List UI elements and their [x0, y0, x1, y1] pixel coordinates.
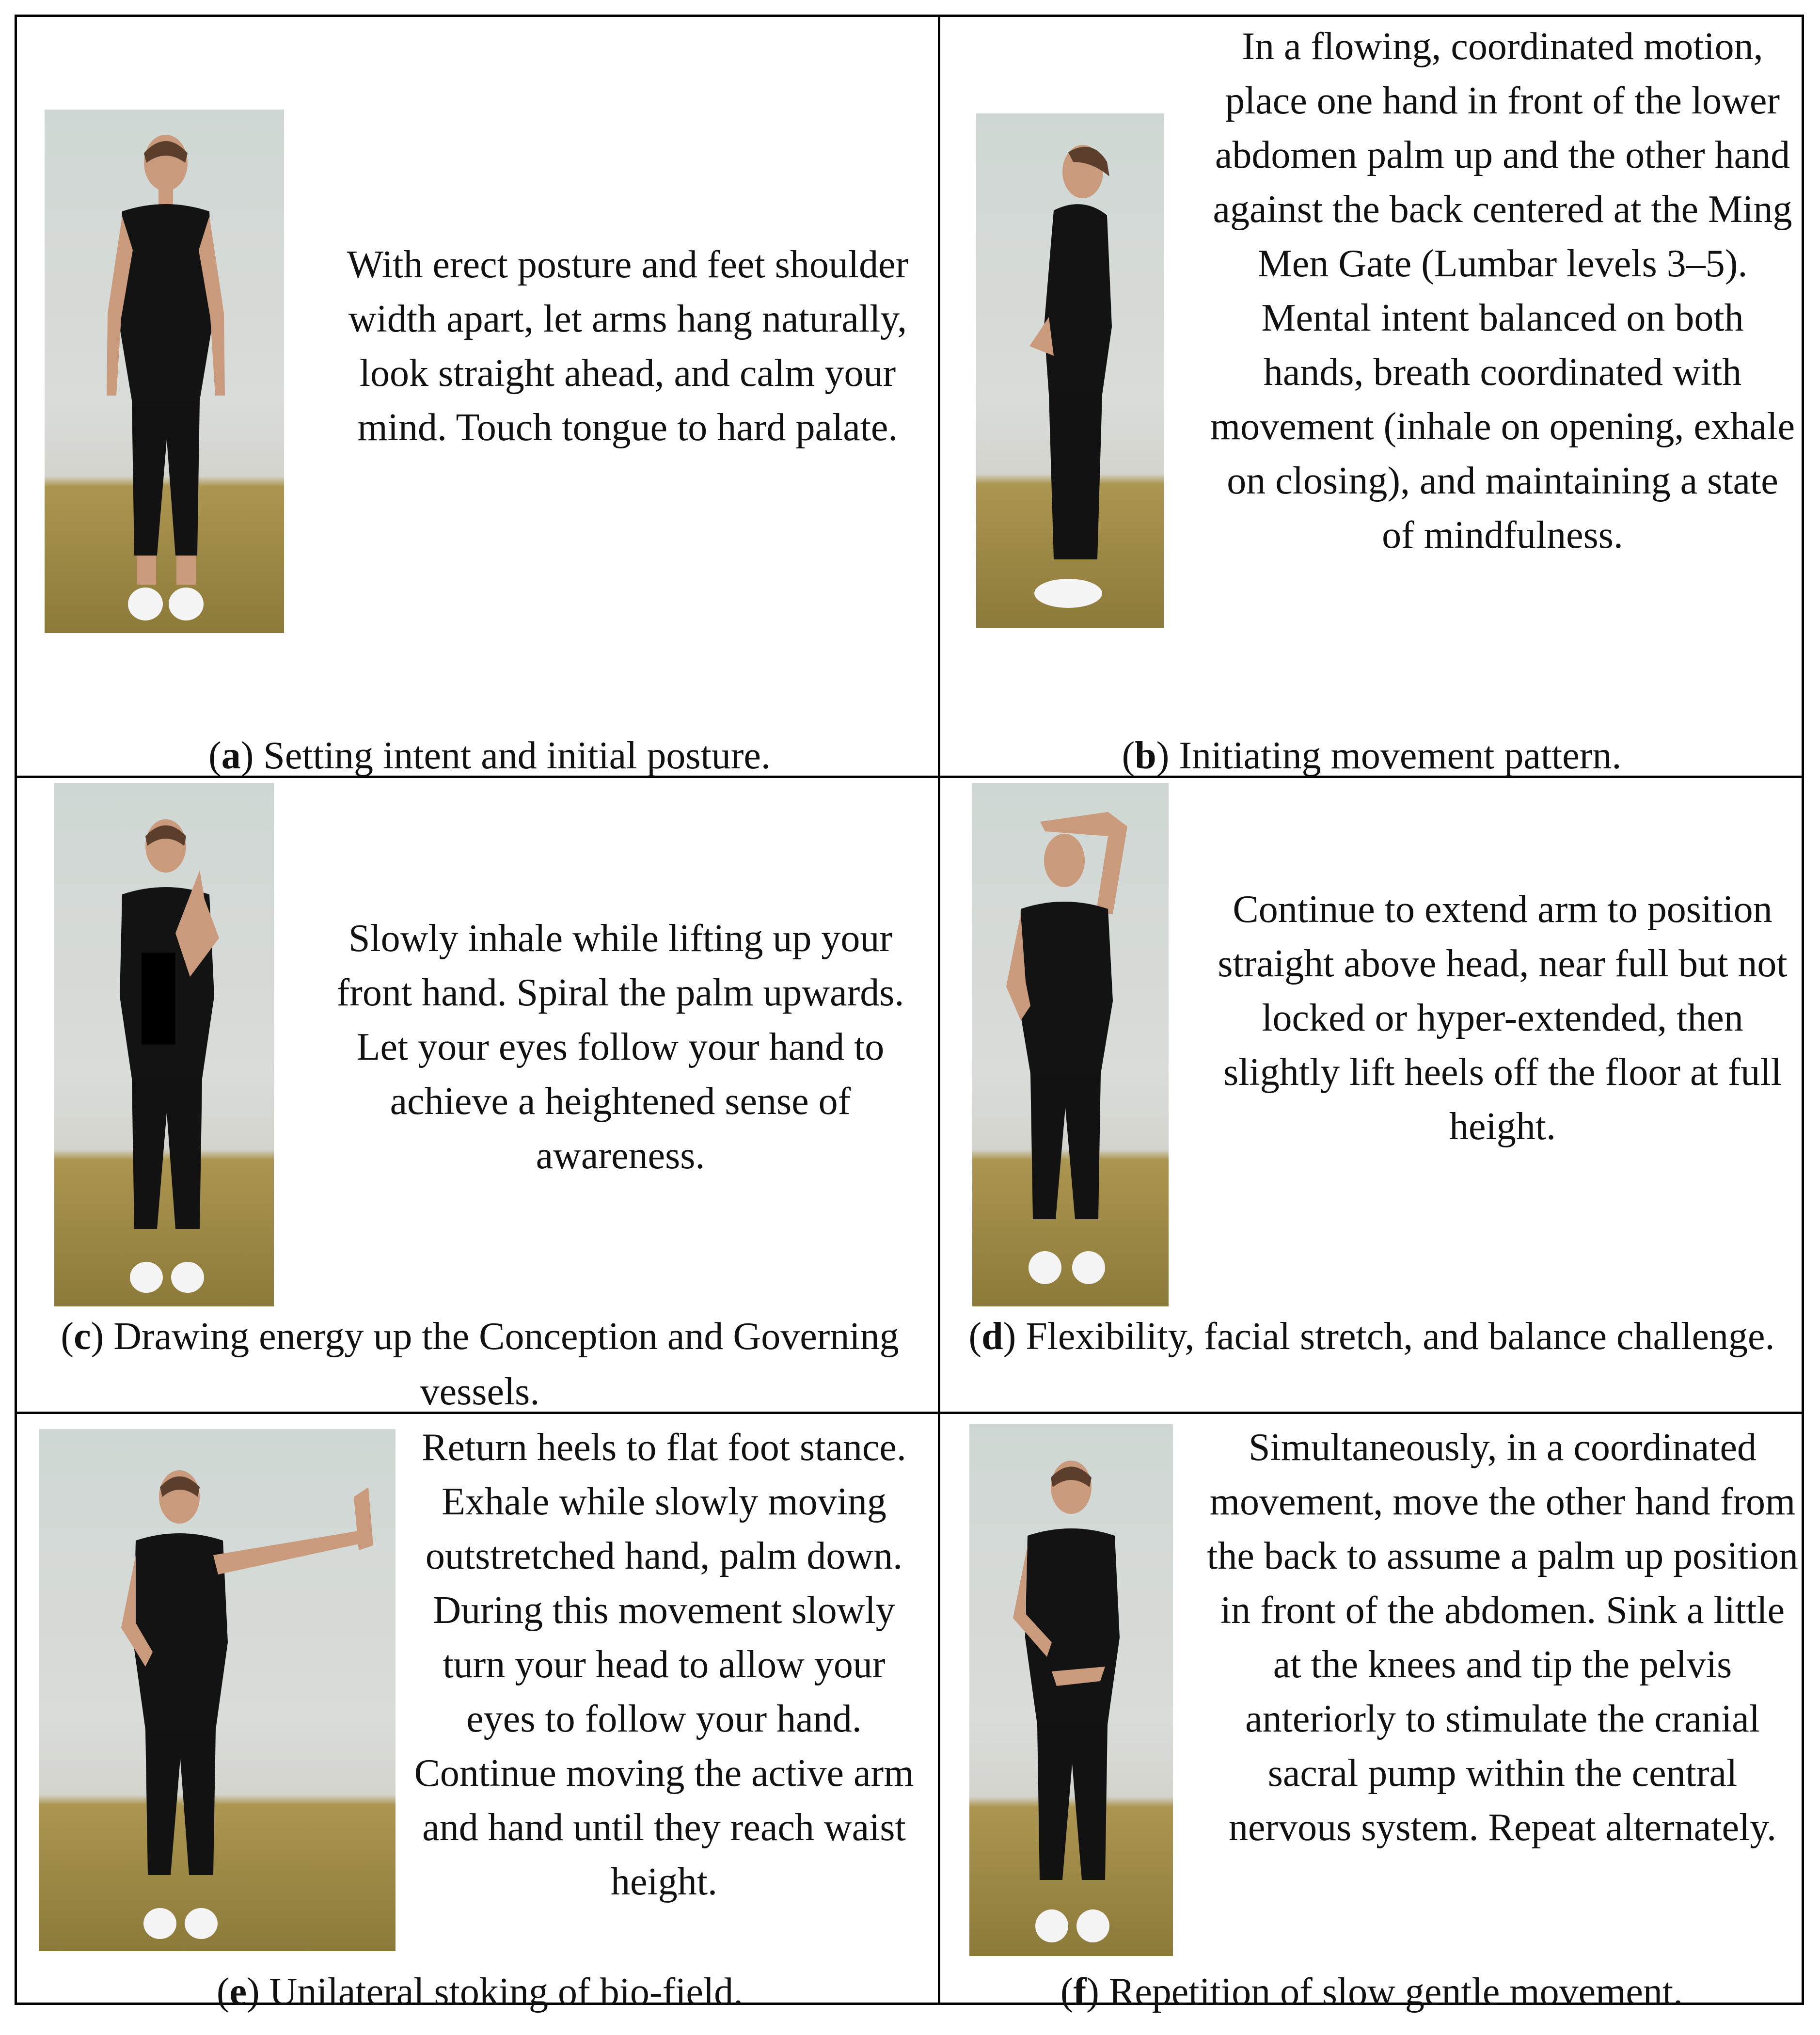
- person-lifting-hand-figure: [93, 812, 238, 1297]
- photo-panel-d: [972, 783, 1169, 1306]
- column-divider: [938, 17, 940, 2003]
- panel-f-caption-letter: f: [1073, 1971, 1087, 2013]
- panel-c-caption-text: Drawing energy up the Conception and Governing vessels.: [104, 1315, 899, 1413]
- panel-f-description: Simultaneously, in a coordinated movement, move the other hand from the back to assume a palm up position in front of the abdomen. Sink a little at the knees and tip the pelvis anteriorly to stimulate the cranial sacral pump within the central nervous system. Repeat alternately.: [1207, 1426, 1798, 1849]
- panel-d-caption: (d) Flexibility, facial stretch, and balance challenge.: [968, 1315, 1775, 1358]
- panel-e-caption-letter: e: [229, 1971, 247, 2013]
- photo-panel-c: [54, 783, 274, 1306]
- panel-e-caption: (e) Unilateral stoking of bio-field.: [216, 1971, 744, 2013]
- panel-d-caption-letter: d: [981, 1315, 1003, 1358]
- panel-b-description: In a flowing, coordinated motion, place one hand in front of the lower abdomen palm up and the other hand against the back centered at the Ming Men Gate (Lumbar levels 3–5). Mental intent balanced on both hands, breath coordinated with movement (inhale on opening, exhale on closing), and maintaining a state of mindfulness.: [1210, 25, 1795, 556]
- panel-a-caption: (a) Setting intent and initial posture.: [208, 734, 771, 777]
- panel-b-caption-text: Initiating movement pattern.: [1169, 734, 1622, 777]
- person-palm-up-figure: [994, 1453, 1149, 1948]
- photo-panel-b: [976, 113, 1164, 628]
- person-arm-overhead-figure: [992, 793, 1152, 1297]
- photo-panel-a: [45, 110, 284, 633]
- panel-d-caption-text: Flexibility, facial stretch, and balance challenge.: [1016, 1315, 1775, 1358]
- panel-a-caption-letter: a: [221, 734, 241, 777]
- panel-f-caption-text: Repetition of slow gentle movement.: [1099, 1971, 1683, 2013]
- panel-d-description: Continue to extend arm to position straight above head, near full but not locked or hyper-extended, then slightly lift heels off the floor at full height.: [1218, 888, 1788, 1148]
- person-arm-outstretched-figure: [68, 1458, 383, 1943]
- panel-e-description: Return heels to flat foot stance. Exhale while slowly moving outstretched hand, palm down. During this movement slowly turn your head to allow your eyes to follow your hand. Continue moving the active arm and hand until they reach waist height.: [414, 1426, 914, 1903]
- panel-b-caption-letter: b: [1135, 734, 1156, 777]
- panel-a-description: With erect posture and feet shoulder width apart, let arms hang naturally, look straight ahead, and calm your mind. Touch tongue to hard palate.: [347, 243, 909, 449]
- panel-b-caption: (b) Initiating movement pattern.: [1122, 734, 1622, 777]
- photo-panel-f: [969, 1424, 1173, 1956]
- panel-a-caption-text: Setting intent and initial posture.: [253, 734, 771, 777]
- panel-f-caption: (f) Repetition of slow gentle movement.: [1060, 1971, 1683, 2013]
- person-side-view-figure: [1010, 133, 1136, 618]
- person-standing-figure: [88, 129, 243, 623]
- panel-e-caption-text: Unilateral stoking of bio-field.: [259, 1971, 744, 2013]
- panel-c-caption: (c) Drawing energy up the Conception and Governing vessels.: [61, 1315, 899, 1413]
- panel-c-description: Slowly inhale while lifting up your front hand. Spiral the palm upwards. Let your eyes follow your hand to achieve a heightened sense of awareness.: [336, 917, 904, 1177]
- panel-c-caption-letter: c: [74, 1315, 91, 1358]
- photo-panel-e: [39, 1429, 396, 1951]
